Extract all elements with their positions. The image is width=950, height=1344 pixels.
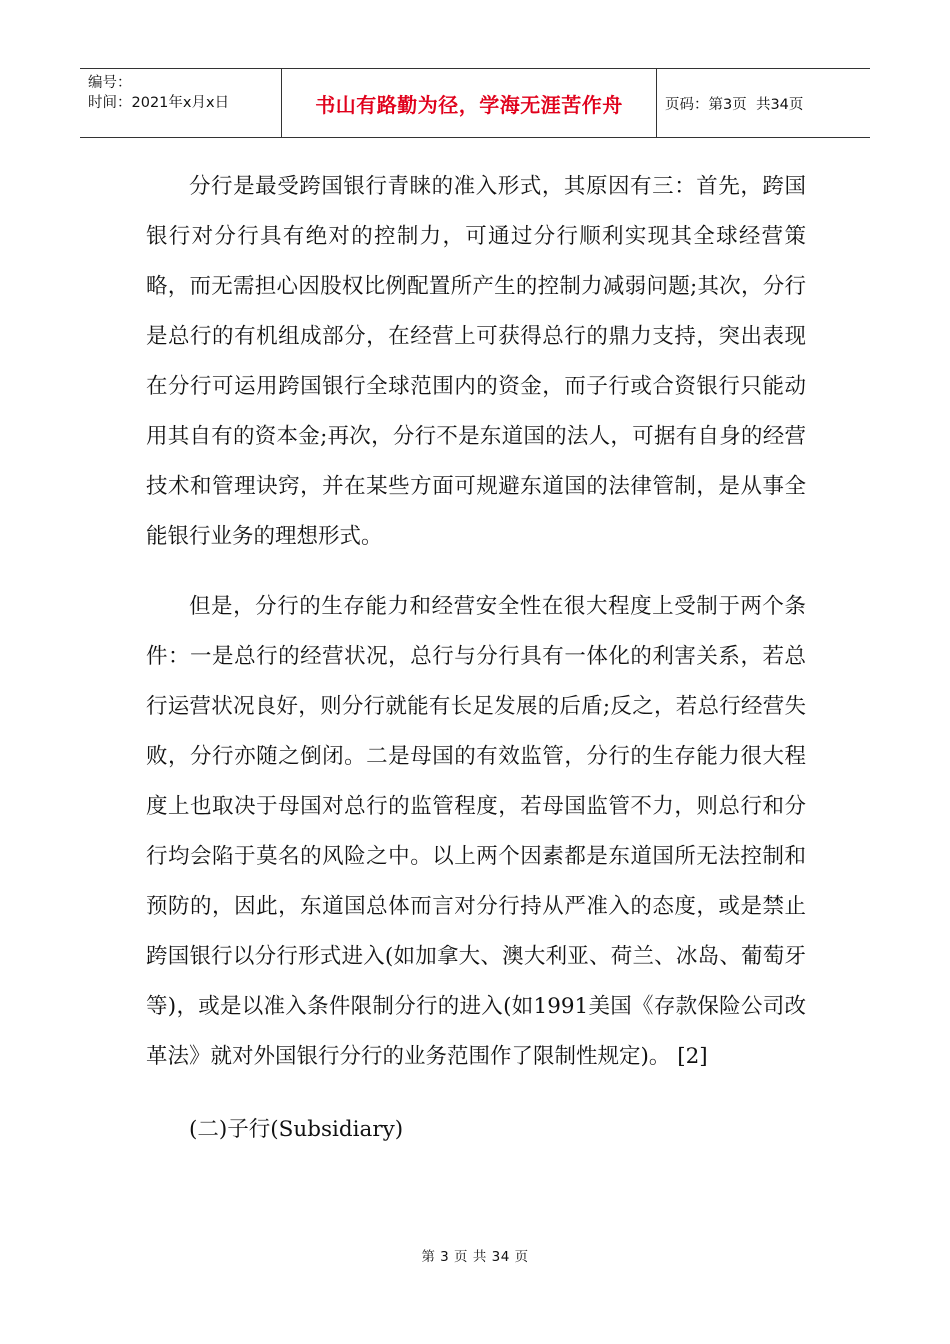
section-heading: (二)子行(Subsidiary) bbox=[189, 1117, 404, 1142]
header-meta-cell bbox=[80, 69, 282, 137]
header-motto: 书山有路勤为径，学海无涯苦作舟 bbox=[282, 69, 657, 137]
document-body bbox=[146, 162, 806, 1155]
paragraph-2: 但是，分行的生存能力和经营安全性在很大程度上受制于两个条件：一是总行的经营状况，总行与分行具有一体化的利害关系，若总行运营状况良好，则分行就能有长足发展的后盾;反之，若总行经营失败，分行亦随之倒闭。二是母国的有效监管，分行的生存能力很大程度上也取决于母国对总行的监管程度，若母国监管不力，则总行和分行均会陷于莫名的风险之中。以上两个因素都是东道国所无法控制和预防的，因此，东道国总体而言对分行持从严准入的态度，或是禁止跨国银行以分行形式进入(如加拿大、澳大利亚、荷兰、冰岛、葡萄牙等)，或是以准入条件限制分行的进入(如1991美国《存款保险公司改革法》就对外国银行分行的业务范围作了限制性规定)。 [2] bbox=[146, 594, 806, 1069]
header-page-info-cell bbox=[657, 69, 870, 137]
document-number-label: 编号： bbox=[88, 75, 132, 91]
page-footer bbox=[0, 1245, 950, 1265]
document-header bbox=[80, 68, 870, 138]
footer-page-number: 第 3 页 共 34 页 bbox=[421, 1249, 529, 1265]
document-date: 时间：2021年x月x日 bbox=[88, 95, 230, 111]
paragraph-1: 分行是最受跨国银行青睐的准入形式，其原因有三：首先，跨国银行对分行具有绝对的控制力，可通过分行顺利实现其全球经营策略，而无需担心因股权比例配置所产生的控制力减弱问题;其次，分行是总行的有机组成部分，在经营上可获得总行的鼎力支持，突出表现在分行可运用跨国银行全球范围内的资金，而子行或合资银行只能动用其自有的资本金;再次，分行不是东道国的法人，可据有自身的经营技术和管理诀窍，并在某些方面可规避东道国的法律管制，是从事全能银行业务的理想形式。 bbox=[146, 174, 806, 549]
header-page-info: 页码：第3页 共34页 bbox=[665, 96, 804, 113]
